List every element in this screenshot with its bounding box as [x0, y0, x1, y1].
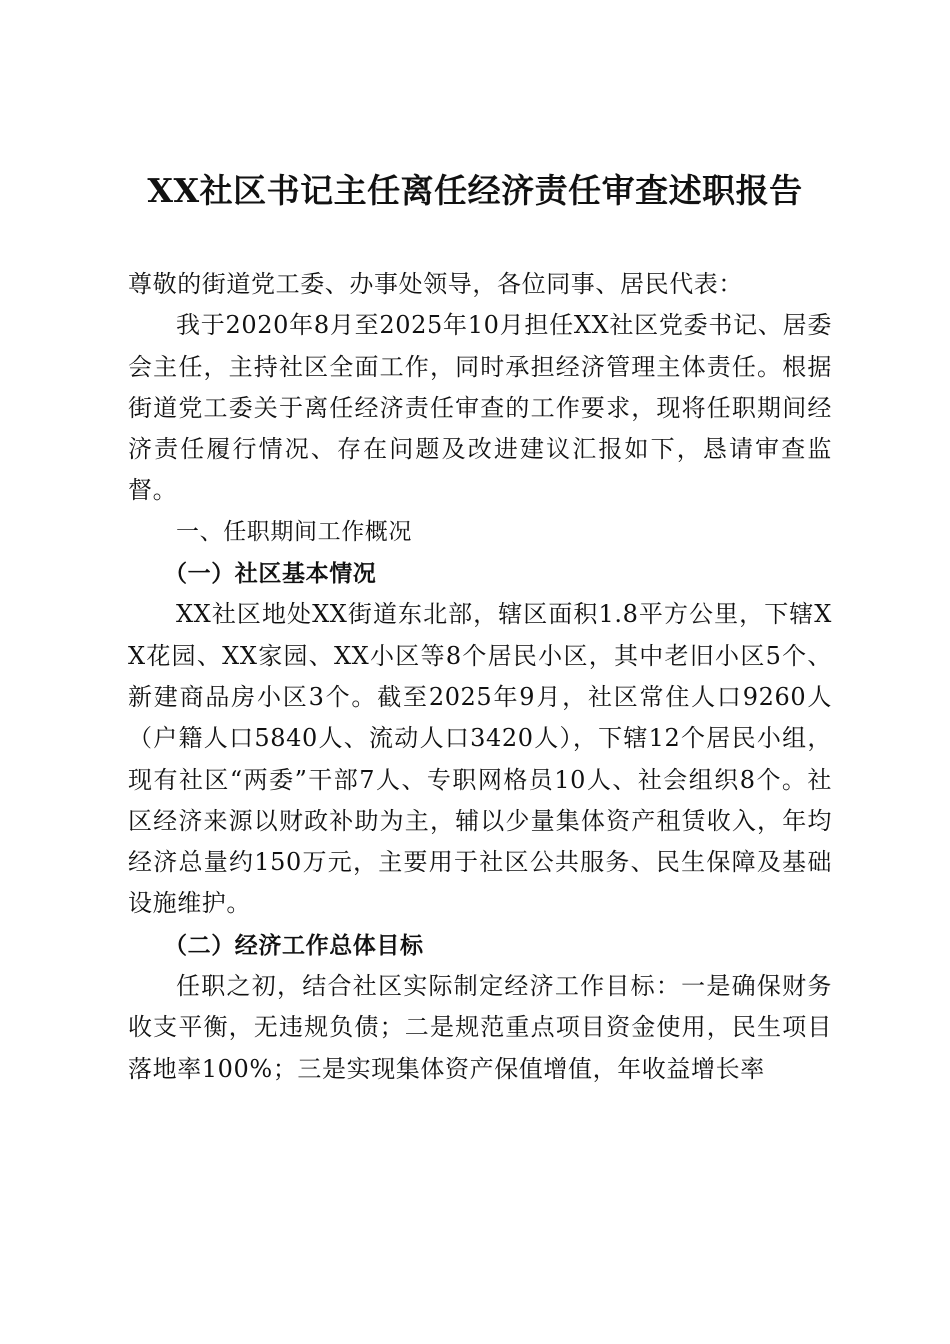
- subsection-heading-1: （一）社区基本情况: [164, 560, 377, 588]
- section-heading-1: 一、任职期间工作概况: [176, 518, 412, 545]
- salutation: 尊敬的街道党工委、办事处领导，各位同事、居民代表：: [128, 270, 743, 298]
- subsection-heading-2: （二）经济工作总体目标: [164, 931, 424, 959]
- document-body: [128, 264, 832, 1090]
- intro-paragraph: 我于2020年8月至2025年10月担任XX社区党委书记、居委会主任，主持社区全面工作，同时承担经济管理主体责任。根据街道党工委关于离任经济责任审查的工作要求，现将任职期间经济责任履行情况、存在问题及改进建议汇报如下，恳请审查监督。: [128, 311, 832, 505]
- economic-goals-paragraph: 任职之初，结合社区实际制定经济工作目标：一是确保财务收支平衡，无违规负债；二是规范重点项目资金使用，民生项目落地率100%；三是实现集体资产保值增值，年收益增长率: [128, 972, 832, 1083]
- document-title: XX社区书记主任离任经济责任审查述职报告: [147, 171, 803, 210]
- community-overview-paragraph: XX社区地处XX街道东北部，辖区面积1.8平方公里，下辖XX花园、XX家园、XX小区等8个居民小区，其中老旧小区5个、新建商品房小区3个。截至2025年9月，社区常住人口9260人（户籍人口5840人、流动人口3420人），下辖12个居民小组，现有社区“两委”干部7人、专职网格员10人、社会组织8个。社区经济来源以财政补助为主，辅以少量集体资产租赁收入，年均经济总量约150万元，主要用于社区公共服务、民生保障及基础设施维护。: [128, 600, 832, 918]
